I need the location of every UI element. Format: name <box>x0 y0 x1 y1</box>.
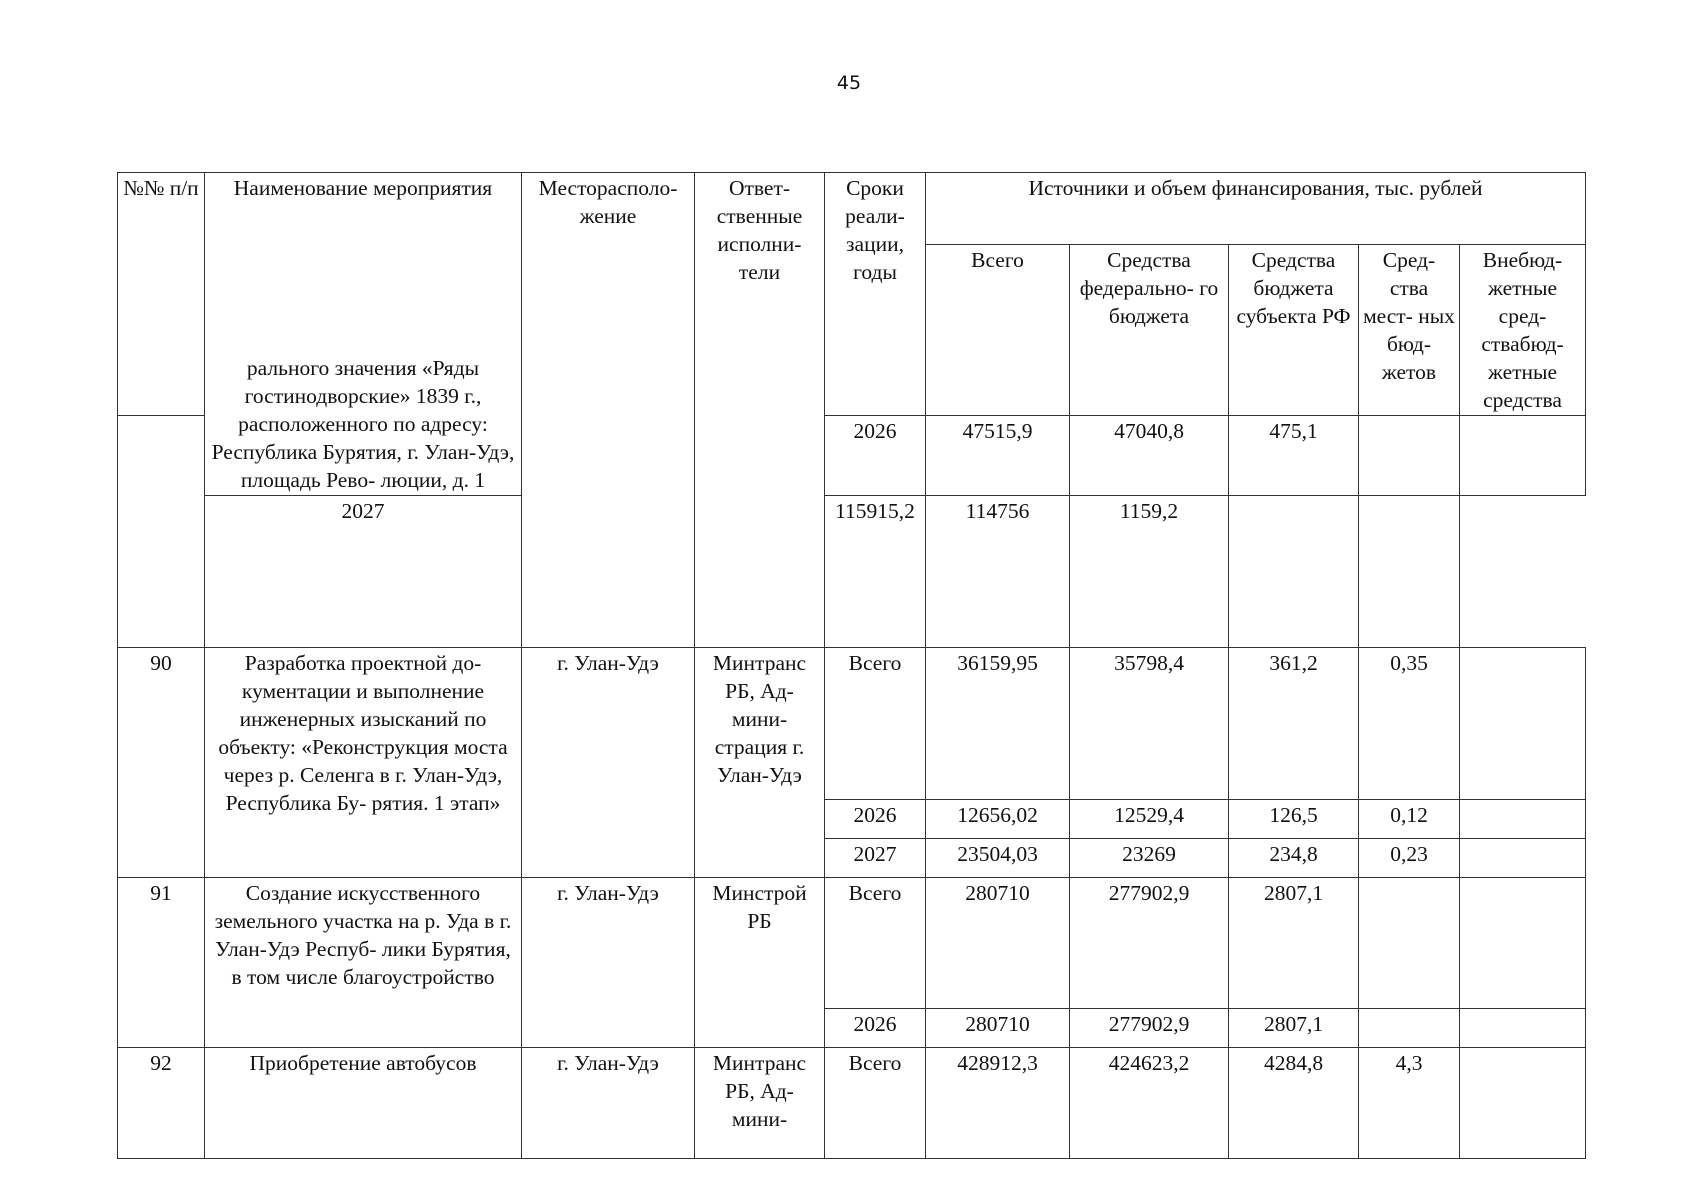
row-extra <box>1460 648 1586 800</box>
header-name <box>205 173 522 496</box>
header-federal: Средства федерально- го бюджета <box>1070 245 1229 416</box>
row-total: 280710 <box>926 878 1070 1009</box>
row-total: 428912,3 <box>926 1048 1070 1159</box>
row-num: 90 <box>118 648 205 878</box>
row-responsible: Минтранс РБ, Ад- мини- страция г. Улан-Удэ <box>695 648 825 878</box>
row-regional: 1159,2 <box>1070 496 1229 648</box>
row-location: г. Улан-Удэ <box>522 1048 695 1159</box>
row-year: 2026 <box>825 1009 926 1048</box>
row-year: 2027 <box>205 496 522 648</box>
header-sources: Источники и объем финансирования, тыс. рублей <box>926 173 1586 245</box>
row-total: 36159,95 <box>926 648 1070 800</box>
row-extra <box>1460 1048 1586 1159</box>
row-total: 115915,2 <box>825 496 926 648</box>
row-federal: 277902,9 <box>1070 1009 1229 1048</box>
row-total: 23504,03 <box>926 839 1070 878</box>
row-federal: 23269 <box>1070 839 1229 878</box>
row-local: 4,3 <box>1359 1048 1460 1159</box>
row-regional: 361,2 <box>1229 648 1359 800</box>
row-local <box>1359 1009 1460 1048</box>
row-regional: 2807,1 <box>1229 1009 1359 1048</box>
row-year: Всего <box>825 648 926 800</box>
row-year: 2027 <box>825 839 926 878</box>
header-num: №№ п/п <box>118 173 205 416</box>
row-federal: 47040,8 <box>1070 416 1229 496</box>
row-year: Всего <box>825 878 926 1009</box>
continuation-name: рального значения «Ряды гостинодворские» 1839 г., расположенного по адресу: Республика Бурятия, г. Улан-Удэ, площадь Рево- люции, д. 1 <box>211 356 515 492</box>
header-regional: Средства бюджета субъекта РФ <box>1229 245 1359 416</box>
header-local: Сред- ства мест- ных бюд- жетов <box>1359 245 1460 416</box>
row-regional: 475,1 <box>1229 416 1359 496</box>
table-row <box>118 1048 1586 1159</box>
row-name: Приобретение автобусов <box>205 1048 522 1159</box>
row-total: 12656,02 <box>926 800 1070 839</box>
row-total: 280710 <box>926 1009 1070 1048</box>
row-year: 2026 <box>825 800 926 839</box>
row-responsible: Минстрой РБ <box>695 878 825 1048</box>
row-name: Создание искусственного земельного участка на р. Уда в г. Улан-Удэ Респуб- лики Бурятия, в том числе благоустройство <box>205 878 522 1048</box>
row-federal: 12529,4 <box>1070 800 1229 839</box>
row-federal: 35798,4 <box>1070 648 1229 800</box>
row-extra <box>1460 416 1586 496</box>
row-num: 91 <box>118 878 205 1048</box>
financing-table <box>117 172 1586 1159</box>
row-location: г. Улан-Удэ <box>522 878 695 1048</box>
row-federal: 114756 <box>926 496 1070 648</box>
row-local: 0,35 <box>1359 648 1460 800</box>
row-regional: 234,8 <box>1229 839 1359 878</box>
row-extra <box>1460 800 1586 839</box>
row-total: 47515,9 <box>926 416 1070 496</box>
header-terms: Сроки реали- зации, годы <box>825 173 926 416</box>
row-num <box>118 416 205 648</box>
header-row <box>118 173 1586 245</box>
row-federal: 424623,2 <box>1070 1048 1229 1159</box>
row-extra <box>1460 878 1586 1009</box>
row-num: 92 <box>118 1048 205 1159</box>
page-number: 45 <box>836 72 862 94</box>
row-regional: 126,5 <box>1229 800 1359 839</box>
header-extra: Внебюд- жетные сред- ствабюд- жетные средства <box>1460 245 1586 416</box>
row-federal: 277902,9 <box>1070 878 1229 1009</box>
header-name-text: Наименование мероприятия <box>233 176 493 200</box>
row-year: 2026 <box>825 416 926 496</box>
header-total: Всего <box>926 245 1070 416</box>
row-local <box>1359 416 1460 496</box>
row-name: Разработка проектной до- кументации и выполнение инженерных изысканий по объекту: «Реконструкция моста через р. Селенга в г. Улан-Удэ, Республика Бу- рятия. 1 этап» <box>205 648 522 878</box>
row-responsible: Минтранс РБ, Ад- мини- <box>695 1048 825 1159</box>
row-regional: 4284,8 <box>1229 1048 1359 1159</box>
row-local: 0,23 <box>1359 839 1460 878</box>
row-location: г. Улан-Удэ <box>522 648 695 878</box>
table-row <box>118 496 1586 648</box>
table-row <box>118 648 1586 800</box>
header-location: Месторасполо- жение <box>522 173 695 648</box>
row-local <box>1359 878 1460 1009</box>
row-year: Всего <box>825 1048 926 1159</box>
row-extra <box>1460 839 1586 878</box>
table-row <box>118 878 1586 1009</box>
row-regional: 2807,1 <box>1229 878 1359 1009</box>
row-local: 0,12 <box>1359 800 1460 839</box>
header-responsible: Ответ- ственные исполни- тели <box>695 173 825 648</box>
row-extra <box>1359 496 1460 648</box>
row-local <box>1229 496 1359 648</box>
row-extra <box>1460 1009 1586 1048</box>
